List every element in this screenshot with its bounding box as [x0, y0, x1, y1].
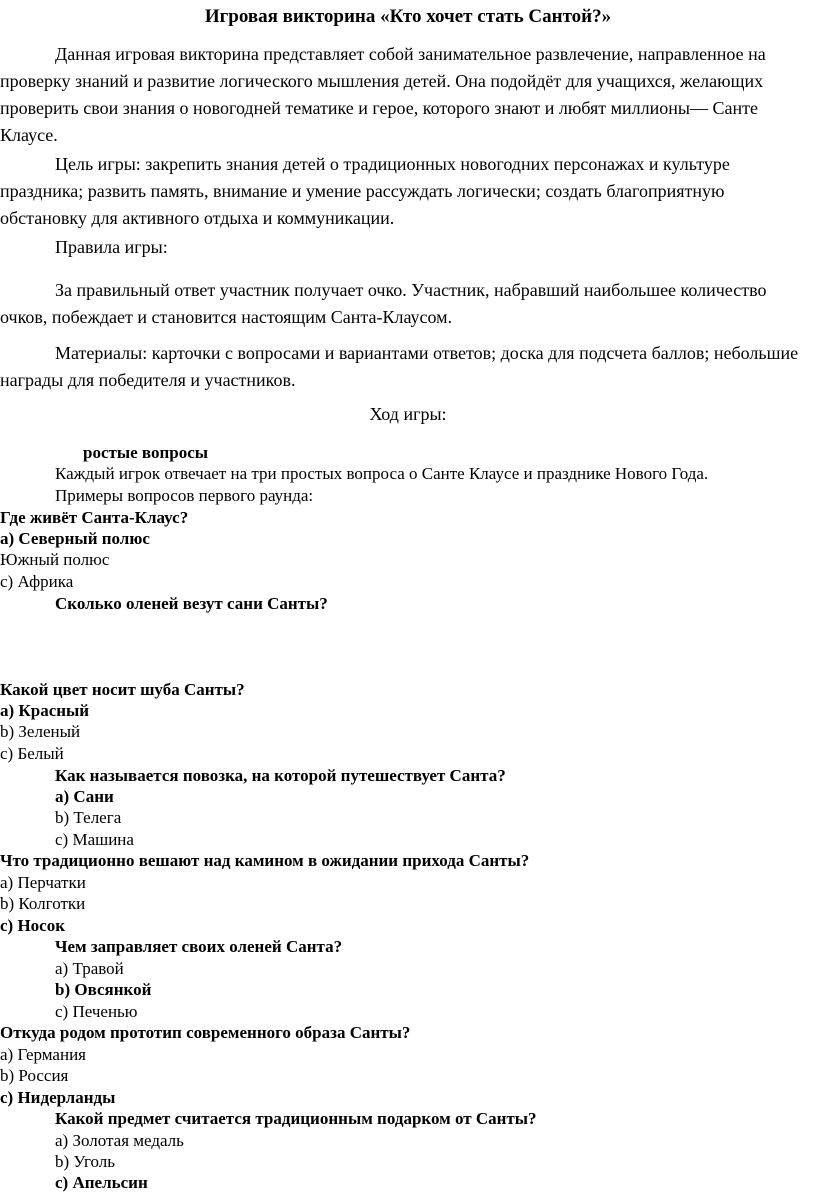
question-4-answer-a: а) Сани	[55, 787, 114, 806]
round-description: Каждый игрок отвечает на три простых вопроса о Санте Клаусе и празднике Нового Года.	[55, 464, 709, 483]
page-title: Игровая викторина «Кто хочет стать Сантой?»	[204, 6, 612, 27]
question-3-answer-a: а) Красный	[0, 701, 90, 720]
question-6-answer-c: с) Печенью	[55, 1002, 138, 1021]
question-4-answer-b: b) Телега	[55, 808, 122, 827]
question-2: Сколько оленей везут сани Санты?	[55, 594, 328, 613]
goal-paragraph: Цель игры: закрепить знания детей о традиционных новогодних персонажах и культуре праздника; развить память, внимание и умение рассуждать логически; создать благоприятную обстановку для активного отдыха и коммуникации.	[0, 154, 730, 228]
question-4-answer-c: с) Машина	[55, 830, 134, 849]
rules-label: Правила игры:	[55, 237, 168, 257]
question-6-answer-b: b) Овсянкой	[55, 980, 152, 999]
question-7: Откуда родом прототип современного образа Санты?	[0, 1023, 411, 1042]
question-7-answer-b: b) Россия	[0, 1066, 69, 1085]
section-heading: Ход игры:	[369, 404, 447, 424]
intro-paragraph: Данная игровая викторина представляет собой занимательное развлечение, направленное на проверку знаний и развитие логического мышления детей. Она подойдёт для учащихся, желающих проверить свои знания о новогодней тематике и герое, которого знают и любят миллионы— Санте Клаусе.	[0, 44, 766, 145]
question-5-answer-a: а) Перчатки	[0, 873, 86, 892]
question-4: Как называется повозка, на которой путешествует Санта?	[55, 766, 506, 785]
question-7-answer-c: с) Нидерланды	[0, 1088, 116, 1107]
question-3-answer-c: с) Белый	[0, 744, 64, 763]
materials-paragraph: Материалы: карточки с вопросами и вариантами ответов; доска для подсчета баллов; небольшие награды для победителя и участников.	[0, 343, 799, 390]
question-8-answer-a: а) Золотая медаль	[55, 1131, 184, 1150]
question-1-answer-c: с) Африка	[0, 572, 74, 591]
round-heading: ростые вопросы	[83, 443, 209, 462]
rules-paragraph: За правильный ответ участник получает очко. Участник, набравший наибольшее количество очков, побеждает и становится настоящим Санта-Клаусом.	[0, 280, 767, 327]
question-1-answer-a: а) Северный полюс	[0, 529, 150, 548]
question-3-answer-b: b) Зеленый	[0, 722, 81, 741]
question-1-answer-b: Южный полюс	[0, 550, 110, 569]
question-7-answer-a: а) Германия	[0, 1045, 86, 1064]
question-8: Какой предмет считается традиционным подарком от Санты?	[55, 1109, 537, 1128]
question-8-answer-c: с) Апельсин	[55, 1173, 148, 1192]
question-6: Чем заправляет своих оленей Санта?	[55, 937, 343, 956]
question-3: Какой цвет носит шуба Санты?	[0, 680, 245, 699]
examples-label: Примеры вопросов первого раунда:	[55, 486, 314, 505]
question-8-answer-b: b) Уголь	[55, 1152, 116, 1171]
question-5: Что традиционно вешают над камином в ожидании прихода Санты?	[0, 851, 530, 870]
question-6-answer-a: а) Травой	[55, 959, 124, 978]
question-5-answer-b: b) Колготки	[0, 894, 86, 913]
question-5-answer-c: с) Носок	[0, 916, 66, 935]
question-1: Где живёт Санта-Клаус?	[0, 508, 189, 527]
